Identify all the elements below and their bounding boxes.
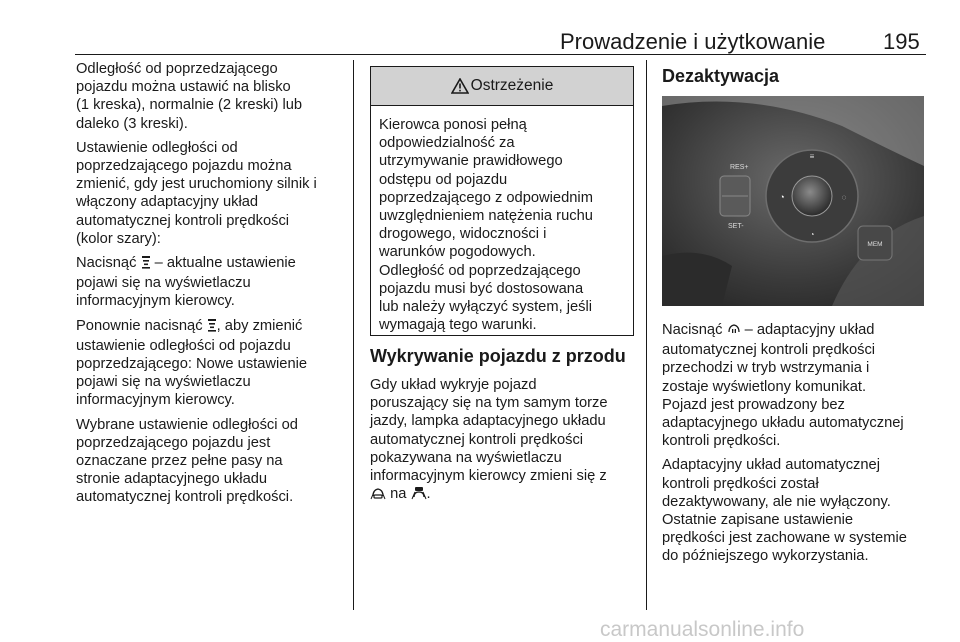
acc-pause-icon [727,323,741,341]
column-middle-text [370,376,632,511]
svg-text:≡: ≡ [809,152,815,161]
warning-title: Ostrzeżenie [470,77,554,94]
header-divider [75,54,926,55]
page-number: 195 [883,29,920,54]
paragraph-distance-options: Odległość od poprzedzającego pojazdu można ustawić na blisko (1 kreska), normalnie (2 kreski) lub daleko (3 kreski). [76,61,303,132]
distance-setting-icon [141,255,151,274]
photo-label-set: SET- [728,223,744,230]
paragraph-deactivated-state: Adaptacyjny układ automatycznej kontroli prędkości został dezaktywowany, ale nie wyłączony. Ostatnie zapisane ustawienie prędkości jest zachowane w systemie do późniejszego wykorzystania. [662,457,907,565]
paragraph-vehicle-detection: Gdy układ wykryje pojazd poruszający się na tym samym torze jazdy, lampka adaptacyjnego układu automatycznej kontroli prędkości pokazywana na wyświetlaczu informacyjnym kierowcy zmieni się z na . [370,376,632,505]
column-divider-right [646,60,647,610]
acc-vehicle-detected-icon [411,486,427,505]
section-heading-vehicle-detection: Wykrywanie pojazdu z przodu [370,346,626,366]
steering-wheel-photo [662,96,924,306]
watermark: carmanualsonline.info [600,618,805,641]
svg-text:◔: ◔ [809,230,815,239]
section-heading-deactivation: Dezaktywacja [662,66,780,86]
warning-box [370,66,634,336]
paragraph-distance-change: Ustawienie odległości od poprzedzającego pojazdu można zmienić, gdy jest uruchomiony silnik i włączony adaptacyjny układ automatycznej kontroli prędkości (kolor szary): [76,139,317,247]
paragraph-press-again: Ponownie nacisnąć , aby zmienić ustawienie odległości od pojazdu poprzedzającego: Nowe ustawienie pojawi się na wyświetlaczu informacyjnym kierowcy. [76,317,308,409]
svg-text:◌: ◌ [841,193,847,202]
paragraph-deactivation-press: Nacisnąć – adaptacyjny układ automatycznej kontroli prędkości przechodzi w tryb wstrzymania i zostaje wyświetlony komunikat. Pojazd jest prowadzony bez adaptacyjnego układu automatycznej kontroli prędkości. [662,322,904,450]
column-right-text [662,321,932,572]
column-divider-left [353,60,354,610]
svg-text:◔: ◔ [779,192,785,202]
column-left [76,60,346,513]
page-title: Prowadzenie i użytkowanie [560,29,826,54]
warning-text: Kierowca ponosi pełną odpowiedzialność za utrzymywanie prawidłowego odstępu od pojazdu poprzedzającego z odpowiednim uwzględnieniem natężenia ruchu drogowego, widoczności i warunków pogodowych. Odległość od poprzedzającego pojazdu musi być dostosowana lub należy wyłączyć system, jeśli wymagają tego warunki. [379,117,593,334]
distance-setting-icon [207,318,217,337]
photo-label-res: RES+ [730,164,749,171]
photo-label-mem: MEM [867,241,883,248]
warning-triangle-icon [451,78,469,94]
paragraph-press-once: Nacisnąć – aktualne ustawienie pojawi się na wyświetlaczu informacyjnym kierowcy. [76,255,296,310]
paragraph-selected-setting: Wybrane ustawienie odległości od poprzedzającego pojazdu jest oznaczane przez pełne pasy na stronie adaptacyjnego układu automatycznej kontroli prędkości. [76,416,298,506]
acc-pause-icon [370,486,386,505]
warning-header [371,67,633,106]
